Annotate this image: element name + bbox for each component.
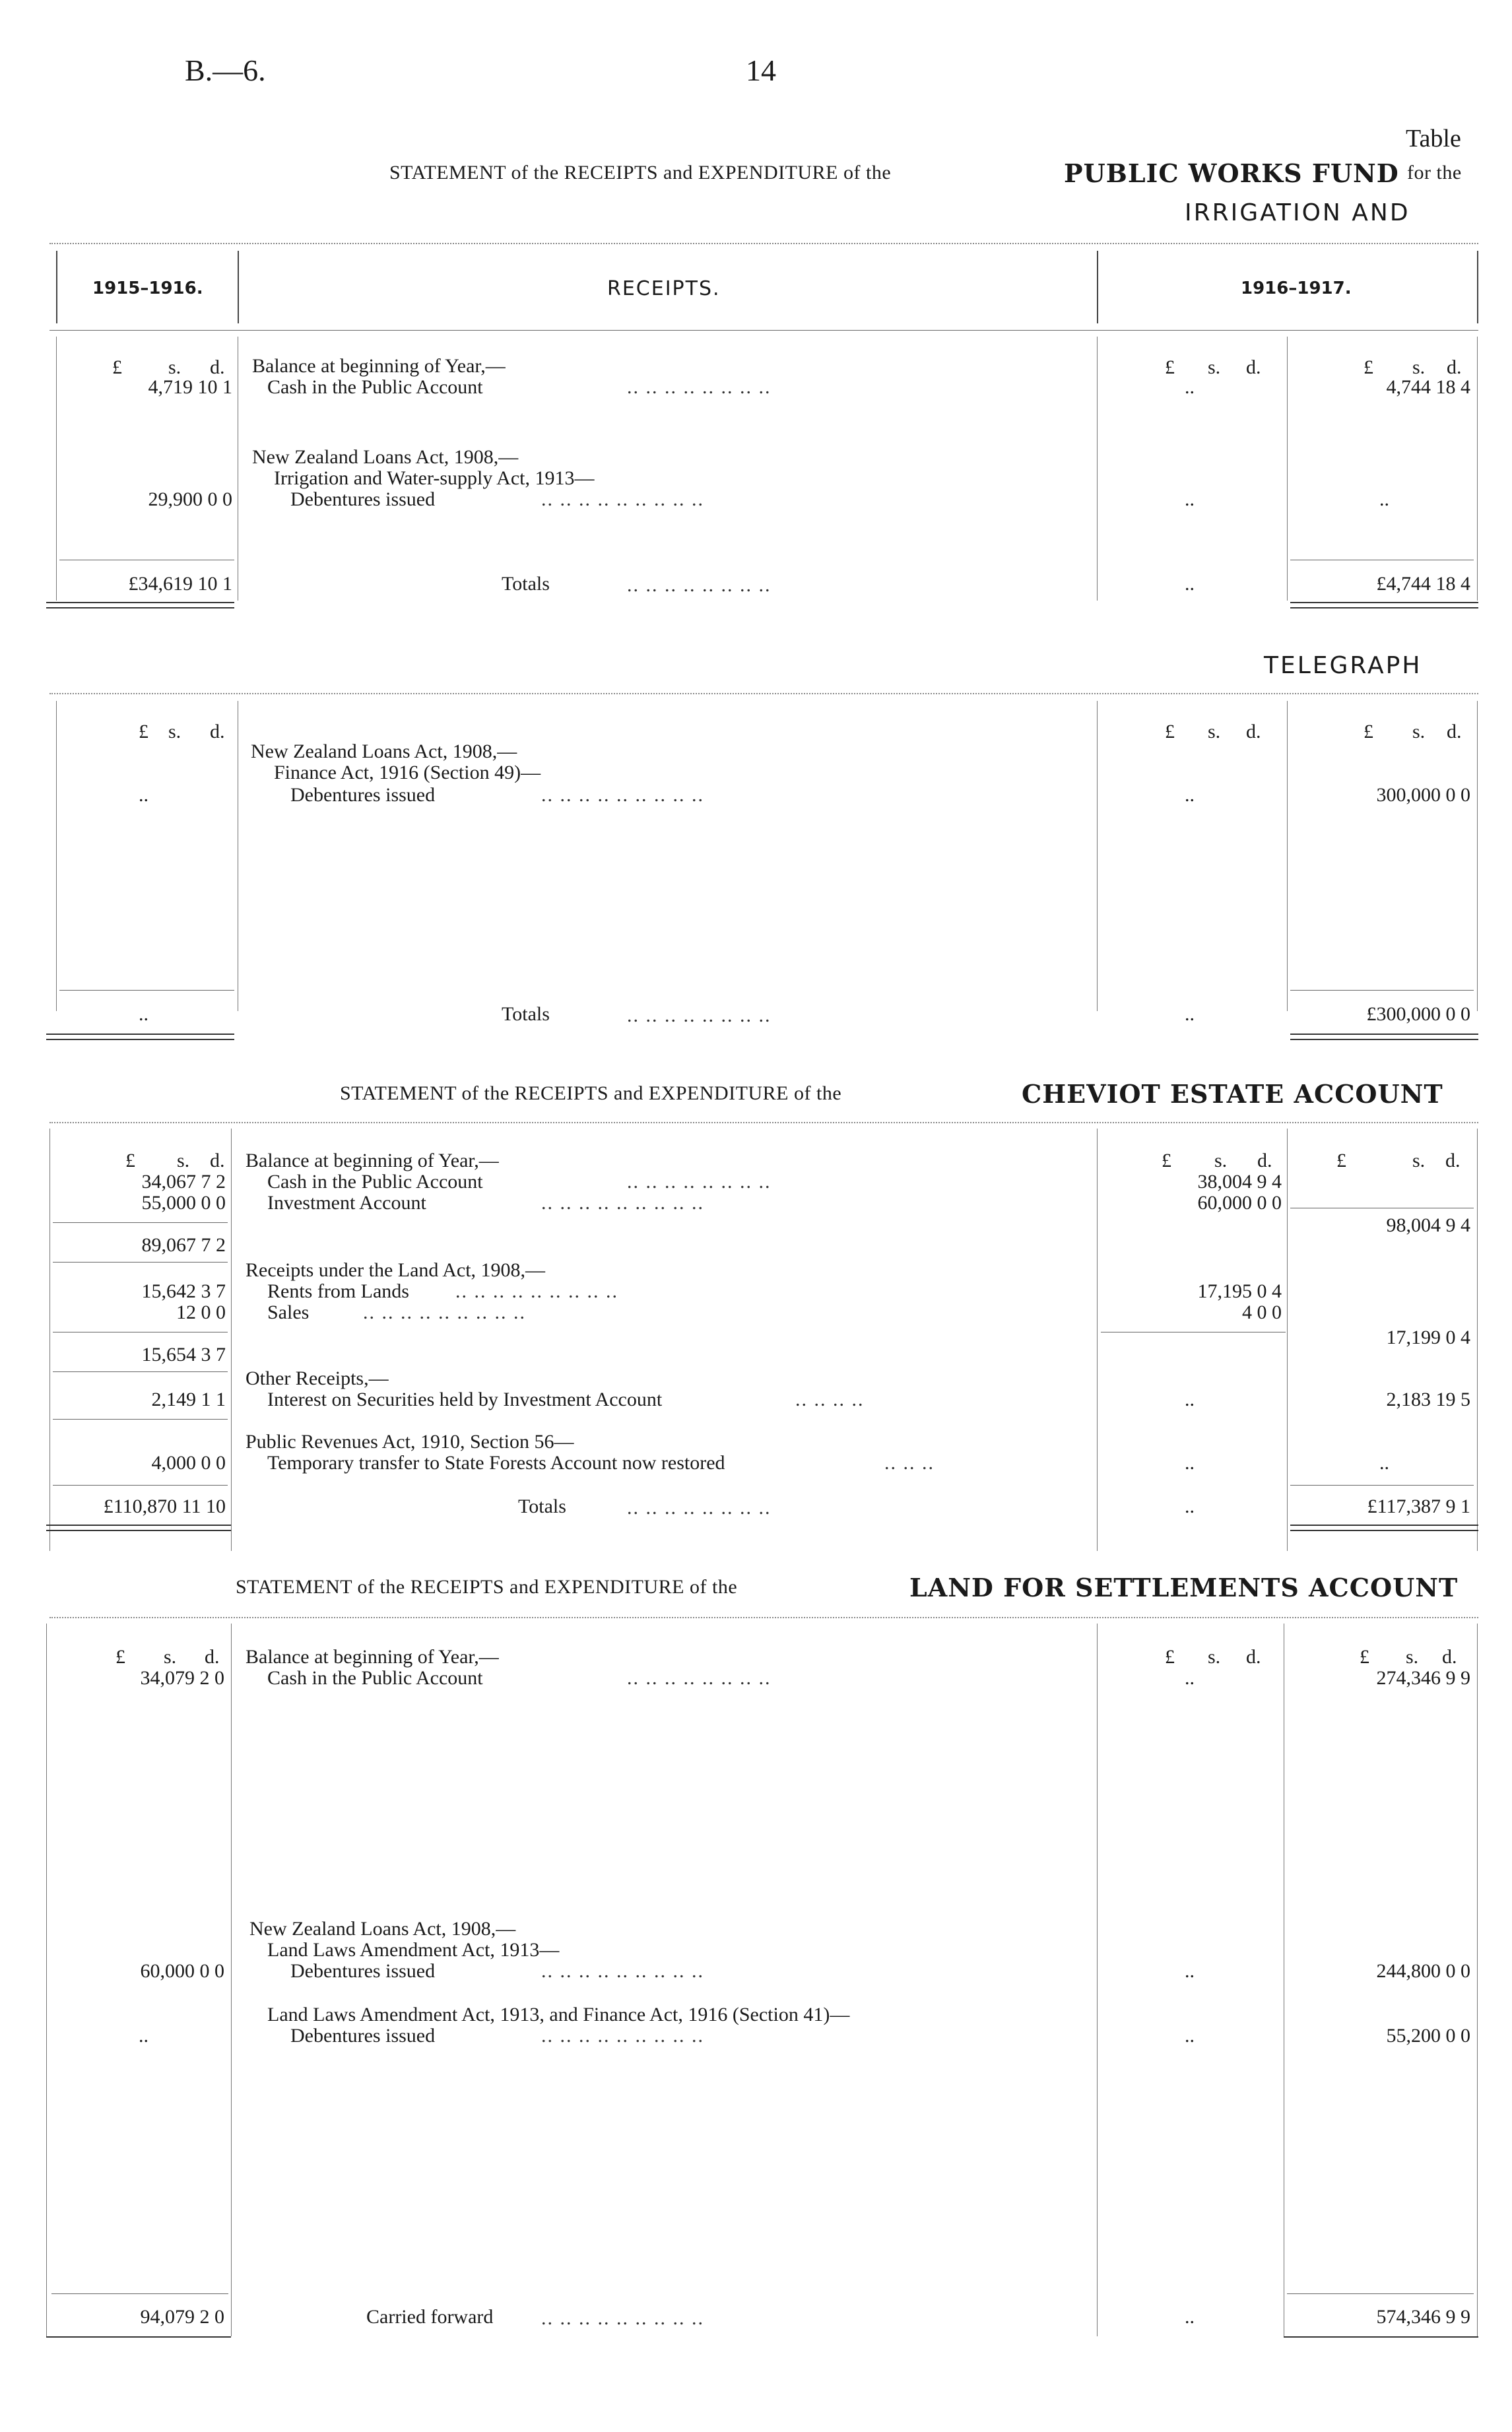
lfs-deb2-curr: 55,200 0 0 (1386, 2025, 1470, 2047)
double-rule (46, 1039, 234, 1040)
section-rule (49, 1122, 1478, 1123)
irr-line-3: New Zealand Loans Act, 1908,— (252, 446, 519, 468)
unit-pound: £ (1165, 721, 1175, 742)
nil-dots: .. (1185, 1667, 1195, 1689)
col-rule (46, 1624, 47, 2336)
chev-sales-prev: 12 0 0 (176, 1301, 226, 1323)
chev-line-7: Other Receipts,— (246, 1367, 389, 1389)
double-rule (1290, 1039, 1478, 1040)
nil-dots: .. (1379, 488, 1389, 510)
lfs-line-6: Land Laws Amendment Act, 1913, and Finance Act, 1916 (Section 41)— (267, 2004, 850, 2025)
irr-line-1: Balance at beginning of Year,— (252, 355, 506, 377)
dot-leader: .. .. .. (884, 1452, 935, 1474)
sum-rule (59, 990, 234, 991)
col-rule (1287, 701, 1288, 1011)
nil-dots: .. (1185, 2306, 1195, 2328)
col-rule (49, 1129, 50, 1551)
section-title-irrigation: IRRIGATION AND (1185, 199, 1410, 226)
lfs-cash-prev: 34,079 2 0 (140, 1667, 224, 1689)
chev-sales-mid: 4 0 0 (1242, 1301, 1282, 1323)
chev-line-10: Temporary transfer to State Forests Account now restored (267, 1452, 725, 1474)
chev-line-6: Sales (267, 1301, 310, 1323)
dot-leader: .. .. .. .. .. .. .. .. .. (541, 2307, 704, 2329)
chev-sub1-prev: 89,067 7 2 (141, 1234, 226, 1256)
lfs-carried-prev: 94,079 2 0 (140, 2306, 224, 2328)
dot-leader: .. .. .. .. .. .. .. .. .. (363, 1301, 526, 1323)
col-rule (56, 337, 57, 601)
chev-total-curr: £117,387 9 1 (1367, 1495, 1470, 1517)
unit-shilling: s. (1412, 1150, 1426, 1171)
double-rule (46, 607, 234, 608)
tel-deb-curr: 300,000 0 0 (1376, 784, 1470, 806)
dot-leader: .. .. .. .. .. .. .. .. (627, 1667, 772, 1689)
col-rule (1097, 251, 1098, 323)
col-rule (1097, 337, 1098, 601)
chev-inv-mid: 60,000 0 0 (1197, 1192, 1282, 1214)
double-rule (1290, 1525, 1478, 1526)
nil-dots: .. (1185, 376, 1195, 398)
dot-leader: .. .. .. .. .. .. .. .. (627, 574, 772, 596)
tel-totals-label: Totals (502, 1003, 550, 1025)
col-rule (1477, 1624, 1478, 2336)
col-rule (231, 1624, 232, 2336)
chev-cash-mid: 38,004 9 4 (1197, 1171, 1282, 1193)
chev-total-prev: £110,870 11 10 (103, 1495, 226, 1517)
lfs-cash-curr: 274,346 9 9 (1376, 1667, 1470, 1689)
chev-rents-prev: 15,642 3 7 (141, 1280, 226, 1302)
col-rule (1097, 1624, 1098, 2336)
chev-sub1-curr: 98,004 9 4 (1386, 1214, 1470, 1236)
lfs-name: LAND FOR SETTLEMENTS ACCOUNT (909, 1573, 1459, 1602)
nil-dots: .. (1185, 488, 1195, 510)
irr-total-prev: £34,619 10 1 (128, 573, 232, 595)
col-curr-year: 1916–1917. (1241, 279, 1352, 298)
dot-leader: .. .. .. .. .. .. .. .. .. (455, 1280, 618, 1302)
tel-line-3: Debentures issued (290, 784, 436, 806)
double-rule (46, 1525, 231, 1526)
bottom-rule (1284, 2336, 1478, 2338)
unit-pence: d. (1246, 356, 1261, 378)
nil-dots: .. (1185, 1452, 1195, 1474)
chev-interest-curr: 2,183 19 5 (1386, 1389, 1470, 1410)
nil-dots: .. (1379, 1452, 1389, 1474)
sum-rule (53, 1485, 228, 1486)
sum-rule (1287, 2293, 1474, 2294)
double-rule (46, 1034, 234, 1035)
chev-line-5: Rents from Lands (267, 1280, 409, 1302)
irr-cash-curr: 4,744 18 4 (1386, 376, 1470, 398)
chev-cash-prev: 34,067 7 2 (141, 1171, 226, 1193)
chev-sub2-curr: 17,199 0 4 (1386, 1327, 1470, 1348)
unit-pound: £ (1336, 1150, 1346, 1171)
col-rule (1287, 337, 1288, 601)
chev-line-4: Receipts under the Land Act, 1908,— (246, 1259, 546, 1281)
unit-shilling: s. (164, 1646, 177, 1668)
unit-shilling: s. (1214, 1150, 1228, 1171)
col-rule (1477, 337, 1478, 601)
dot-leader: .. .. .. .. .. .. .. .. (627, 1497, 772, 1519)
unit-pence: d. (210, 1150, 225, 1171)
sum-rule (1290, 990, 1474, 991)
chev-line-9: Public Revenues Act, 1910, Section 56— (246, 1431, 574, 1453)
nil-dots: .. (1185, 573, 1195, 595)
dot-leader: .. .. .. .. .. .. .. .. .. (541, 2025, 704, 2047)
lfs-line-5: Debentures issued (290, 1960, 436, 1982)
dot-leader: .. .. .. .. .. .. .. .. (627, 376, 772, 398)
lfs-prefix: STATEMENT of the RECEIPTS and EXPENDITURE of the (236, 1576, 738, 1598)
nil-dots: .. (1185, 1003, 1195, 1025)
unit-pound: £ (112, 356, 122, 378)
dot-leader: .. .. .. .. .. .. .. .. .. (541, 1192, 704, 1214)
double-rule (1290, 607, 1478, 608)
unit-pound: £ (1165, 356, 1175, 378)
col-prev-year: 1915–1916. (92, 279, 203, 298)
unit-pence: d. (1447, 356, 1462, 378)
page-number: 14 (746, 53, 776, 87)
sum-rule (53, 1222, 228, 1223)
chev-line-1: Balance at beginning of Year,— (246, 1150, 499, 1171)
nil-dots: .. (139, 784, 148, 806)
unit-pence: d. (205, 1646, 220, 1668)
unit-pence: d. (1442, 1646, 1457, 1668)
fund-name: PUBLIC WORKS FUND (1064, 158, 1399, 188)
col-rule (1097, 1129, 1098, 1551)
col-rule (238, 251, 239, 323)
page-ref: B.—6. (185, 53, 266, 87)
cheviot-name: CHEVIOT ESTATE ACCOUNT (1022, 1079, 1443, 1109)
sum-rule (53, 1419, 228, 1420)
col-rule (1477, 701, 1478, 1011)
unit-pence: d. (210, 721, 225, 742)
irr-line-2: Cash in the Public Account (267, 376, 483, 398)
nil-dots: .. (1185, 1389, 1195, 1410)
chev-line-3: Investment Account (267, 1192, 426, 1214)
cheviot-prefix: STATEMENT of the RECEIPTS and EXPENDITURE of the (340, 1082, 842, 1104)
irr-deb-prev: 29,900 0 0 (148, 488, 232, 510)
chev-line-2: Cash in the Public Account (267, 1171, 483, 1193)
nil-dots: .. (1185, 1960, 1195, 1982)
col-rule (1477, 251, 1478, 323)
col-rule (1287, 1129, 1288, 1551)
col-rule (1477, 1129, 1478, 1551)
lfs-carried-curr: 574,346 9 9 (1376, 2306, 1470, 2328)
unit-shilling: s. (177, 1150, 190, 1171)
double-rule (46, 602, 234, 603)
section-title-telegraph: TELEGRAPH (1264, 652, 1422, 679)
unit-shilling: s. (1412, 356, 1426, 378)
section-rule (49, 1617, 1478, 1618)
unit-pound: £ (1162, 1150, 1171, 1171)
table-label: Table (1406, 125, 1461, 152)
dot-leader: .. .. .. .. .. .. .. .. (627, 1004, 772, 1026)
header-rule (49, 330, 1478, 331)
section-rule (49, 693, 1478, 694)
unit-pound: £ (125, 1150, 135, 1171)
tel-total-curr: £300,000 0 0 (1366, 1003, 1470, 1025)
chev-rents-mid: 17,195 0 4 (1197, 1280, 1282, 1302)
lfs-line-2: Cash in the Public Account (267, 1667, 483, 1689)
lfs-deb1-prev: 60,000 0 0 (140, 1960, 224, 1982)
fund-suffix: for the (1407, 162, 1462, 183)
unit-pence: d. (1447, 721, 1462, 742)
unit-shilling: s. (1406, 1646, 1419, 1668)
lfs-line-4: Land Laws Amendment Act, 1913— (267, 1939, 560, 1961)
unit-pence: d. (1445, 1150, 1461, 1171)
double-rule (46, 1530, 231, 1531)
col-rule (1097, 701, 1098, 1011)
sum-rule (53, 1371, 228, 1372)
unit-pound: £ (139, 721, 148, 742)
lfs-line-7: Debentures issued (290, 2025, 436, 2047)
unit-pound: £ (1165, 1646, 1175, 1668)
lfs-line-1: Balance at beginning of Year,— (246, 1646, 499, 1668)
nil-dots: .. (1185, 2025, 1195, 2047)
col-receipts: RECEIPTS. (607, 277, 721, 300)
unit-shilling: s. (1208, 1646, 1221, 1668)
col-rule (56, 251, 57, 323)
chev-sub2-prev: 15,654 3 7 (141, 1344, 226, 1365)
nil-dots: .. (1185, 1495, 1195, 1517)
unit-shilling: s. (168, 356, 181, 378)
irr-line-4: Irrigation and Water-supply Act, 1913— (274, 467, 595, 489)
unit-shilling: s. (1412, 721, 1426, 742)
unit-pence: d. (1246, 1646, 1261, 1668)
irr-cash-prev: 4,719 10 1 (148, 376, 232, 398)
unit-pence: d. (210, 356, 225, 378)
dot-leader: .. .. .. .. (795, 1389, 865, 1410)
unit-shilling: s. (168, 721, 181, 742)
statement-prefix: STATEMENT of the RECEIPTS and EXPENDITURE of the (389, 162, 892, 183)
dot-leader: .. .. .. .. .. .. .. .. .. (541, 488, 704, 510)
double-rule (1290, 602, 1478, 603)
chev-totals-label: Totals (518, 1495, 566, 1517)
sum-rule (1290, 1485, 1474, 1486)
col-rule (56, 701, 57, 1011)
tel-line-2: Finance Act, 1916 (Section 49)— (274, 762, 541, 783)
lfs-line-3: New Zealand Loans Act, 1908,— (249, 1918, 516, 1940)
unit-shilling: s. (1208, 721, 1221, 742)
lfs-carried-label: Carried forward (366, 2306, 494, 2328)
unit-pound: £ (1364, 356, 1373, 378)
irr-line-5: Debentures issued (290, 488, 436, 510)
bottom-rule (46, 2336, 231, 2338)
lfs-deb1-curr: 244,800 0 0 (1376, 1960, 1470, 1982)
unit-shilling: s. (1208, 356, 1221, 378)
unit-pence: d. (1246, 721, 1261, 742)
nil-dots: .. (139, 1003, 148, 1025)
unit-pound: £ (1360, 1646, 1369, 1668)
chev-line-8: Interest on Securities held by Investment Account (267, 1389, 663, 1410)
sum-rule (51, 2293, 228, 2294)
col-rule (231, 1129, 232, 1551)
unit-pound: £ (115, 1646, 125, 1668)
top-rule (49, 243, 1478, 244)
chev-inv-prev: 55,000 0 0 (141, 1192, 226, 1214)
sum-rule (53, 1262, 228, 1263)
double-rule (1290, 1034, 1478, 1035)
irr-total-curr: £4,744 18 4 (1376, 573, 1470, 595)
dot-leader: .. .. .. .. .. .. .. .. .. (541, 1960, 704, 1982)
irr-totals-label: Totals (502, 573, 550, 595)
nil-dots: .. (139, 2025, 148, 2047)
chev-interest-prev: 2,149 1 1 (151, 1389, 226, 1410)
chev-transfer-prev: 4,000 0 0 (151, 1452, 226, 1474)
tel-line-1: New Zealand Loans Act, 1908,— (251, 740, 517, 762)
nil-dots: .. (1185, 784, 1195, 806)
unit-pence: d. (1257, 1150, 1272, 1171)
double-rule (1290, 1530, 1478, 1531)
dot-leader: .. .. .. .. .. .. .. .. (627, 1171, 772, 1193)
dot-leader: .. .. .. .. .. .. .. .. .. (541, 784, 704, 806)
unit-pound: £ (1364, 721, 1373, 742)
